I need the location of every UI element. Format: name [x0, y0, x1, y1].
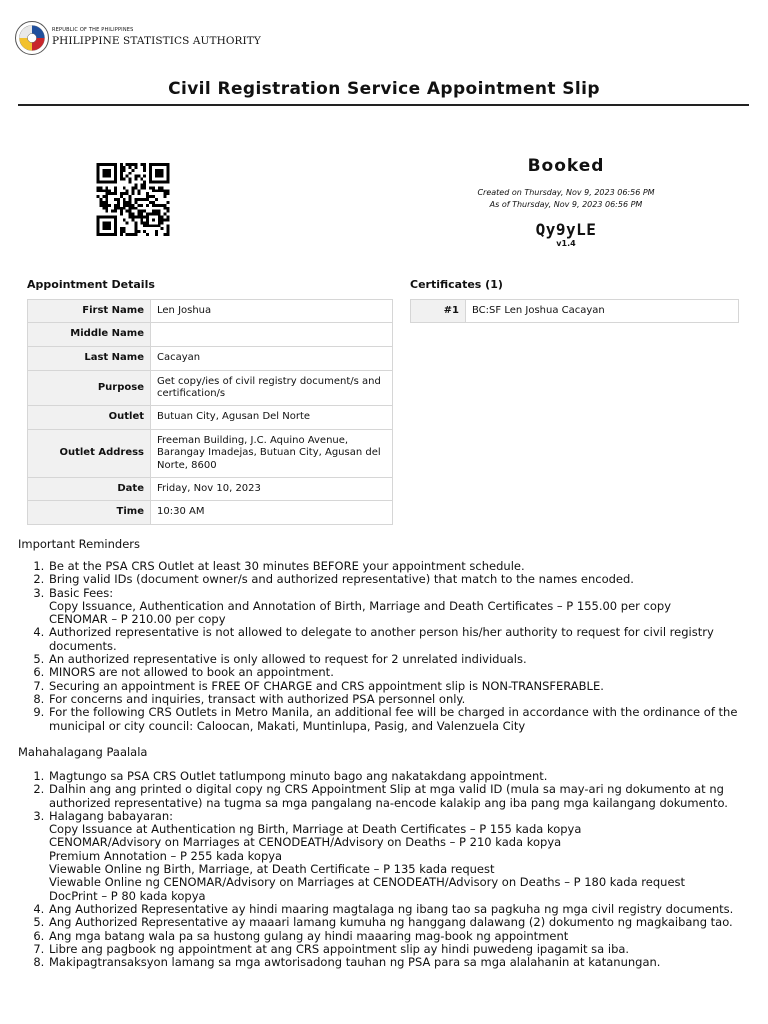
agency-name: PHILIPPINE STATISTICS AUTHORITY: [52, 35, 261, 47]
list-item: 5. An authorized representative is only allowed to request for 2 unrelated individuals.: [48, 653, 768, 666]
list-item: 3. Basic Fees: Copy Issuance, Authentication and Annotation of Birth, Marriage and Death Certificates – P 155.00 per copy CENOMAR – P 210.00 per copy: [48, 587, 768, 627]
document-title: Civil Registration Service Appointment Slip: [168, 79, 600, 99]
list-item: 2. Bring valid IDs (document owner/s and authorized representative) that match to the names encoded.: [48, 573, 768, 586]
list-item: 5. Ang Authorized Representative ay maaari lamang kumuha ng hanggang dalawang (2) dokumento ng magkaibang tao.: [48, 916, 768, 929]
row-label: Last Name: [28, 347, 151, 371]
psa-seal-icon: [14, 20, 50, 56]
fee-line: Viewable Online ng CENOMAR/Advisory on Marriages at CENODEATH/Advisory on Deaths – P 180 kada request: [49, 875, 686, 890]
list-item: 8. Makipagtransaksyon lamang sa mga awtorisadong tauhan ng PSA para sa mga alalahanin at katanungan.: [48, 956, 768, 969]
table-row: [28, 300, 393, 323]
table-row: [28, 371, 393, 406]
middle-name-value: [151, 323, 393, 347]
reference-code: Qy9yLE: [535, 220, 597, 239]
fee-line: CENOMAR/Advisory on Marriages at CENODEATH/Advisory on Deaths – P 210 kada kopya: [49, 835, 562, 850]
fee-line: CENOMAR – P 210.00 per copy: [49, 612, 226, 627]
important-reminders-list: [18, 560, 768, 733]
booking-status: Booked: [527, 156, 605, 176]
row-label: First Name: [28, 300, 151, 323]
table-row: [28, 347, 393, 371]
last-name-value: Cacayan: [151, 347, 393, 371]
table-row: [411, 300, 739, 323]
list-item: 7. Securing an appointment is FREE OF CHARGE and CRS appointment slip is NON-TRANSFERABLE.: [48, 680, 768, 693]
list-item: 6. MINORS are not allowed to book an appointment.: [48, 666, 768, 679]
agency-subtitle: REPUBLIC OF THE PHILIPPINES: [52, 27, 134, 33]
table-row: [28, 478, 393, 501]
row-label: Date: [28, 478, 151, 501]
certificate-number: #1: [411, 300, 466, 323]
table-row: [28, 406, 393, 430]
as-of-timestamp: As of Thursday, Nov 9, 2023 06:56 PM: [489, 200, 643, 209]
list-item: 8. For concerns and inquiries, transact with authorized PSA personnel only.: [48, 693, 768, 706]
version-label: v1.4: [556, 239, 576, 248]
fee-line: Copy Issuance at Authentication ng Birth, Marriage at Death Certificates – P 155 kada kopya: [49, 822, 582, 837]
first-name-value: Len Joshua: [151, 300, 393, 323]
row-label: Middle Name: [28, 323, 151, 347]
table-row: [28, 501, 393, 525]
appointment-details-table: [27, 299, 393, 525]
outlet-value: Butuan City, Agusan Del Norte: [151, 406, 393, 430]
list-item: 2. Dalhin ang ang printed o digital copy ng CRS Appointment Slip at mga valid ID (mula sa may-ari ng dokumento at ng authorized representative) na tugma sa mga pangalang na-encode kalakip ang iba pang mga kailangang dokumento.: [48, 783, 768, 810]
list-item: 4. Ang Authorized Representative ay hindi maaring magtalaga ng ibang tao sa pagkuha ng mga civil registry documents.: [48, 903, 768, 916]
list-item: 6. Ang mga batang wala pa sa hustong gulang ay hindi maaaring mag-book ng appointment: [48, 930, 768, 943]
row-label: Outlet Address: [28, 430, 151, 478]
qr-code-icon: [95, 163, 171, 236]
list-item: 9. For the following CRS Outlets in Metro Manila, an additional fee will be charged in accordance with the ordinance of the municipal or city council: Caloocan, Makati, Muntinlupa, Pasig, and Valenzuela City: [48, 706, 768, 733]
row-label: Outlet: [28, 406, 151, 430]
list-item: 7. Libre ang pagbook ng appointment at ang CRS appointment slip ay hindi puwedeng ipagamit sa iba.: [48, 943, 768, 956]
fee-line: Copy Issuance, Authentication and Annotation of Birth, Marriage and Death Certificates – P 155.00 per copy: [49, 598, 671, 613]
created-timestamp: Created on Thursday, Nov 9, 2023 06:56 PM: [477, 188, 655, 197]
appointment-details-heading: Appointment Details: [27, 278, 155, 291]
mahahalagang-paalala-heading: Mahahalagang Paalala: [18, 745, 148, 759]
certificates-heading: Certificates (1): [410, 278, 503, 291]
list-item: 4. Authorized representative is not allowed to delegate to another person his/her authority to request for civil registry documents.: [48, 626, 768, 653]
date-value: Friday, Nov 10, 2023: [151, 478, 393, 501]
table-row: [28, 323, 393, 347]
mahahalagang-paalala-list: [18, 770, 768, 969]
row-label: Time: [28, 501, 151, 525]
psa-logo: [12, 18, 261, 60]
certificates-table: [410, 299, 739, 323]
time-value: 10:30 AM: [151, 501, 393, 525]
fee-line: DocPrint – P 80 kada kopya: [49, 888, 206, 903]
purpose-value: Get copy/ies of civil registry document/s and certification/s: [151, 371, 393, 406]
list-item: 1. Be at the PSA CRS Outlet at least 30 minutes BEFORE your appointment schedule.: [48, 560, 768, 573]
fee-line: Viewable Online ng Birth, Marriage, at Death Certificate – P 135 kada request: [49, 862, 495, 877]
row-label: Purpose: [28, 371, 151, 406]
list-item: 3. Halagang babayaran: Copy Issuance at Authentication ng Birth, Marriage at Death Certificates – P 155 kada kopya CENOMAR/Advisory on Marriages at CENODEATH/Advisory on Deaths – P 210 kada kopya Premium Annotation – P 255 kada kopya Viewable Online ng Birth, Marriage, at Death Certificate – P 135 kada request Viewable Online ng CENOMAR/Advisory on Marriages at CENODEATH/Advisory on Deaths – P 180 kada request DocPrint – P 80 kada kopya: [48, 810, 768, 903]
certificate-description: BC:SF Len Joshua Cacayan: [466, 300, 739, 323]
title-divider: [18, 104, 749, 106]
list-item: 1. Magtungo sa PSA CRS Outlet tatlumpong minuto bago ang nakatakdang appointment.: [48, 770, 768, 783]
table-row: [28, 430, 393, 478]
fee-line: Premium Annotation – P 255 kada kopya: [49, 848, 283, 863]
outlet-address-value: Freeman Building, J.C. Aquino Avenue, Barangay Imadejas, Butuan City, Agusan del Norte, 8600: [151, 430, 393, 478]
important-reminders-heading: Important Reminders: [18, 537, 140, 551]
